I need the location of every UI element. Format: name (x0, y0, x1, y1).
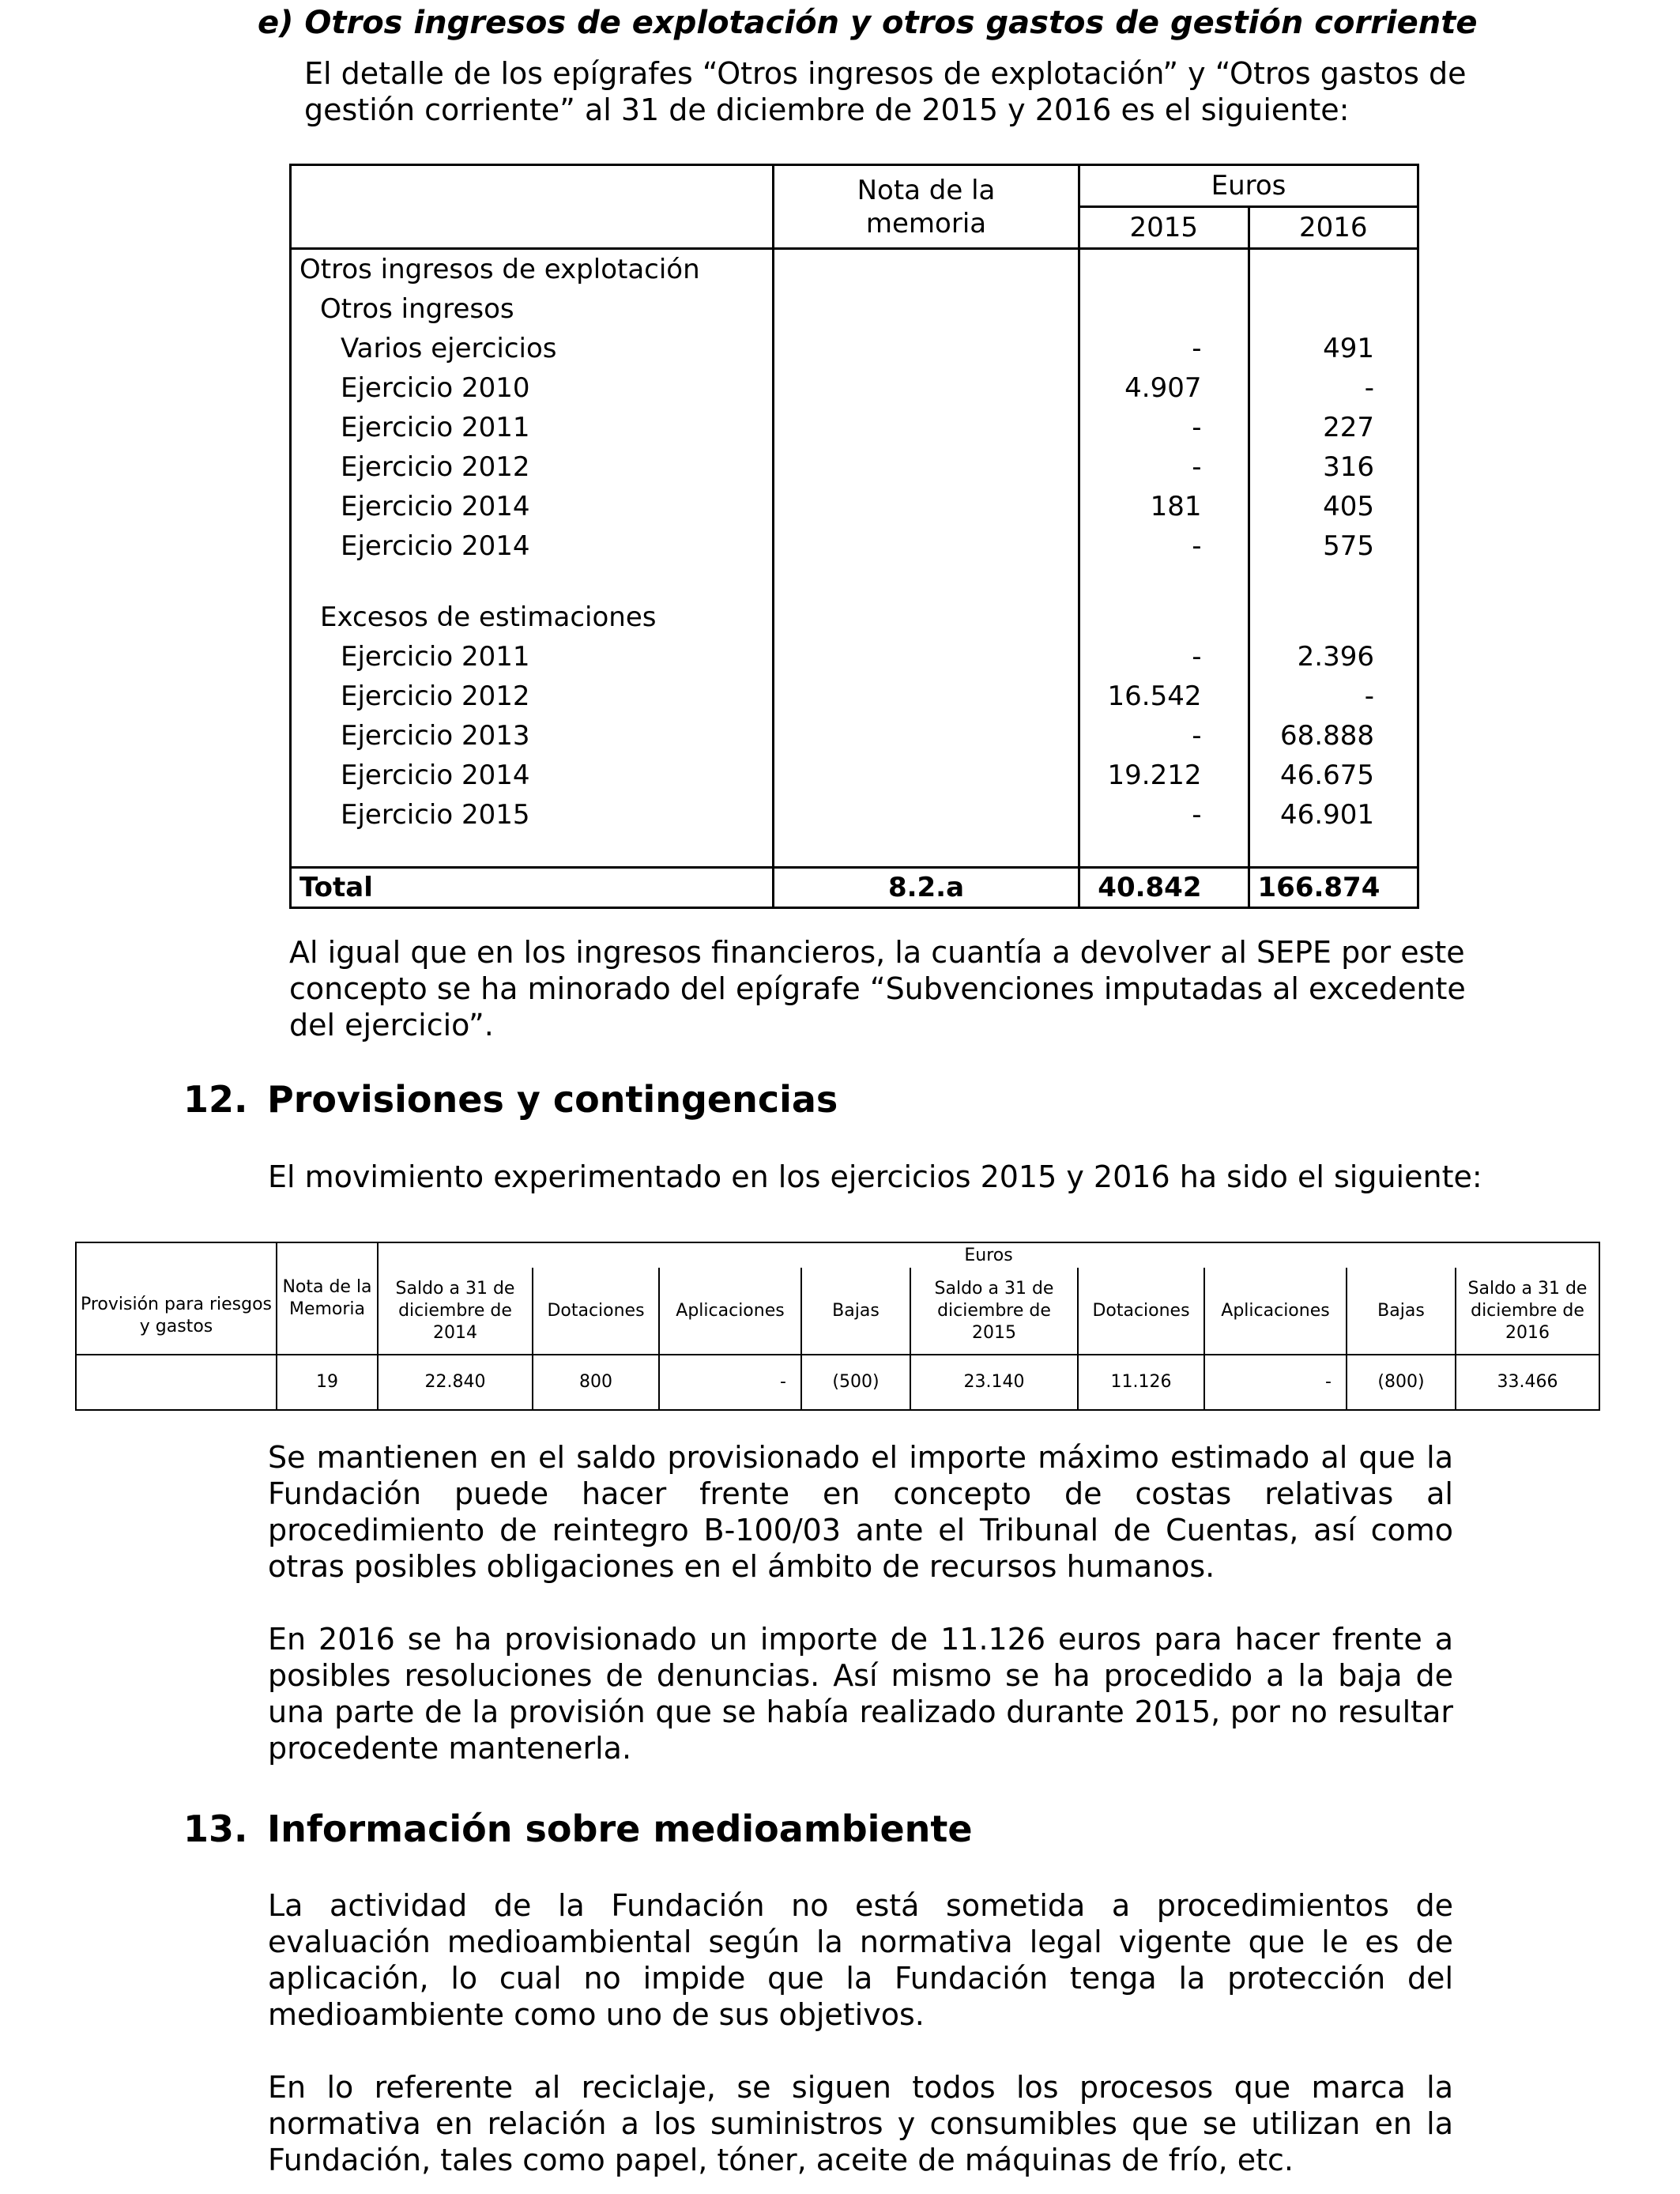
value-2015: - (1079, 795, 1249, 835)
table1-year-2016-header: 2016 (1249, 207, 1418, 249)
total-nota: 8.2.a (774, 868, 1079, 908)
table-row (291, 795, 1418, 835)
value-2015: - (1079, 408, 1249, 447)
total-label: Total (291, 868, 774, 908)
table-row (291, 756, 1418, 795)
section-12-intro: El movimiento experimentado en los ejercicios 2015 y 2016 ha sido el siguiente: (268, 1159, 1482, 1194)
section-e-intro-line1: El detalle de los epígrafes “Otros ingresos de explotación” y “Otros gastos de (304, 56, 1467, 91)
row-label: Ejercicio 2012 (291, 447, 774, 487)
sepe-para-line1: Al igual que en los ingresos financieros, la cuantía a devolver al SEPE por este (289, 935, 1465, 970)
provision-nota: 19 (277, 1355, 378, 1410)
value-2015: 4.907 (1079, 368, 1249, 408)
header-saldo-2015: Saldo a 31 de diciembre de 2015 (910, 1268, 1078, 1355)
value-2016: 575 (1249, 526, 1418, 566)
table-row (291, 487, 1418, 526)
header-aplicaciones-2016: Aplicaciones (1204, 1268, 1347, 1355)
table1-header-empty (291, 165, 774, 249)
header-saldo-2016: Saldo a 31 de diciembre de 2016 (1456, 1268, 1599, 1355)
table-row (291, 447, 1418, 487)
section-12-heading (183, 1078, 838, 1121)
sepe-para-line2: concepto se ha minorado del epígrafe “Subvenciones imputadas al excedente (289, 971, 1466, 1006)
row-label: Ejercicio 2012 (291, 677, 774, 716)
table-row (291, 408, 1418, 447)
table1-sub2-title: Excesos de estimaciones (291, 598, 774, 637)
table1-euros-header: Euros (1079, 165, 1418, 207)
value-2016: 405 (1249, 487, 1418, 526)
value-bajas-2015: (500) (801, 1355, 910, 1410)
table-row (76, 1355, 1599, 1410)
value-2015: - (1079, 716, 1249, 756)
header-dotaciones-2015: Dotaciones (533, 1268, 659, 1355)
total-2016: 166.874 (1249, 868, 1418, 908)
value-bajas-2016: (800) (1347, 1355, 1456, 1410)
value-aplicaciones-2016: - (1204, 1355, 1347, 1410)
table1-year-2015-header: 2015 (1079, 207, 1249, 249)
value-2015: 19.212 (1079, 756, 1249, 795)
table-row (291, 329, 1418, 368)
section-12-number: 12. (183, 1078, 248, 1121)
provisions-table (75, 1242, 1600, 1411)
table-row (291, 289, 1418, 329)
value-2016: - (1249, 368, 1418, 408)
table-row (291, 249, 1418, 290)
row-label: Ejercicio 2011 (291, 408, 774, 447)
section-13-title: Información sobre medioambiente (267, 1808, 973, 1850)
table1-group-title: Otros ingresos de explotación (291, 249, 774, 290)
sepe-para-line3: del ejercicio”. (289, 1008, 494, 1042)
table-row (291, 368, 1418, 408)
provision-nota-header: Nota de la Memoria (277, 1242, 378, 1355)
value-2016: 227 (1249, 408, 1418, 447)
header-saldo-2014: Saldo a 31 de diciembre de 2014 (378, 1268, 533, 1355)
value-aplicaciones-2015: - (659, 1355, 801, 1410)
row-label: Ejercicio 2015 (291, 795, 774, 835)
value-saldo-2014: 22.840 (378, 1355, 533, 1410)
value-2015: - (1079, 637, 1249, 677)
value-dotaciones-2016: 11.126 (1078, 1355, 1204, 1410)
row-label: Ejercicio 2011 (291, 637, 774, 677)
row-label: Varios ejercicios (291, 329, 774, 368)
row-label: Ejercicio 2013 (291, 716, 774, 756)
provision-euros-header: Euros (378, 1242, 1599, 1268)
value-2016: 46.901 (1249, 795, 1418, 835)
table-total-row (291, 868, 1418, 908)
value-2016: 316 (1249, 447, 1418, 487)
value-2016: 68.888 (1249, 716, 1418, 756)
header-dotaciones-2016: Dotaciones (1078, 1268, 1204, 1355)
value-dotaciones-2015: 800 (533, 1355, 659, 1410)
row-label: Ejercicio 2010 (291, 368, 774, 408)
row-label: Ejercicio 2014 (291, 756, 774, 795)
header-bajas-2016: Bajas (1347, 1268, 1456, 1355)
value-2016: 46.675 (1249, 756, 1418, 795)
section-e-heading: e) Otros ingresos de explotación y otros gastos de gestión corriente (258, 5, 1478, 41)
section-e-intro-line2: gestión corriente” al 31 de diciembre de 2015 y 2016 es el siguiente: (304, 92, 1350, 127)
row-label: Ejercicio 2014 (291, 526, 774, 566)
value-2016: 2.396 (1249, 637, 1418, 677)
value-2015: - (1079, 329, 1249, 368)
value-2015: 16.542 (1079, 677, 1249, 716)
section-12-para-2: En 2016 se ha provisionado un importe de 11.126 euros para hacer frente a posibles resoluciones de denuncias. Así mismo se ha procedido a la baja de una parte de la provisión que se había realizado durante 2015, por no resultar procedente mantenerla. (268, 1622, 1453, 1766)
value-2015: - (1079, 526, 1249, 566)
provision-row-label: Provisión para riesgos y gastos (76, 1242, 277, 1355)
row-label: Ejercicio 2014 (291, 487, 774, 526)
table-row (291, 526, 1418, 566)
table1-nota-header: Nota de la memoria (774, 165, 1079, 249)
value-2015: - (1079, 447, 1249, 487)
value-saldo-2015: 23.140 (910, 1355, 1078, 1410)
header-bajas-2015: Bajas (801, 1268, 910, 1355)
section-13-number: 13. (183, 1808, 248, 1850)
table1-sub1-title: Otros ingresos (291, 289, 774, 329)
other-income-table (289, 164, 1419, 909)
total-2015: 40.842 (1079, 868, 1249, 908)
section-13-heading (183, 1808, 973, 1850)
table-row (291, 716, 1418, 756)
section-12-para-1: Se mantienen en el saldo provisionado el importe máximo estimado al que la Fundación puede hacer frente en concepto de costas relativas al procedimiento de reintegro B-100/03 ante el Tribunal de Cuentas, así como otras posibles obligaciones en el ámbito de recursos humanos. (268, 1440, 1453, 1584)
section-13-para-2: En lo referente al reciclaje, se siguen todos los procesos que marca la normativa en relación a los suministros y consumibles que se utilizan en la Fundación, tales como papel, tóner, aceite de máquinas de frío, etc. (268, 2070, 1453, 2177)
value-2016: - (1249, 677, 1418, 716)
table-row (291, 598, 1418, 637)
table-row (291, 637, 1418, 677)
value-2016: 491 (1249, 329, 1418, 368)
section-12-title: Provisiones y contingencias (267, 1078, 838, 1121)
header-aplicaciones-2015: Aplicaciones (659, 1268, 801, 1355)
value-2015: 181 (1079, 487, 1249, 526)
provision-row-label-continuation (76, 1355, 277, 1410)
value-saldo-2016: 33.466 (1456, 1355, 1599, 1410)
table-row (291, 677, 1418, 716)
section-13-para-1: La actividad de la Fundación no está sometida a procedimientos de evaluación medioambiental según la normativa legal vigente que le es de aplicación, lo cual no impide que la Fundación tenga la protección del medioambiente como uno de sus objetivos. (268, 1888, 1453, 2032)
